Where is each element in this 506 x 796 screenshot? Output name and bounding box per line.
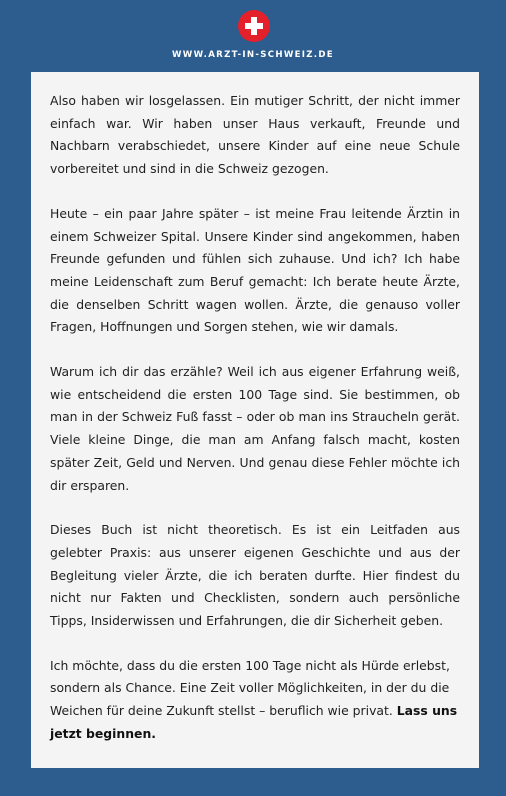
site-url: WWW.ARZT-IN-SCHWEIZ.DE — [172, 50, 334, 60]
final-paragraph-text: Ich möchte, dass du die ersten 100 Tage nicht als Hürde erlebst, sondern als Chance. Eine Zeit voller Möglichkeiten, in der du die Weichen für deine Zukunft stellst – beruflich wie privat. — [50, 657, 450, 719]
paragraph: Warum ich dir das erzähle? Weil ich aus eigener Erfahrung weiß, wie entscheidend die ersten 100 Tage sind. Sie bestimmen, ob man in der Schweiz Fuß fasst – oder ob man ins Straucheln gerät. Viele kleine Dinge, die man am Anfang falsch macht, kosten später Zeit, Geld und Nerven. Und genau diese Fehler möchte ich dir ersparen. — [50, 364, 460, 493]
final-paragraph — [50, 655, 460, 746]
swiss-cross-icon — [238, 10, 270, 42]
paragraph: Heute – ein paar Jahre später – ist meine Frau leitende Ärztin in einem Schweizer Spital. Unsere Kinder sind angekommen, haben Freunde gefunden und fühlen sich zuhause. Und ich? Ich habe meine Leidenschaft zum Beruf gemacht: Ich berate heute Ärzte, die denselben Schritt wagen wollen. Ärzte, die genauso voller Fragen, Hoffnungen und Sorgen stehen, wie wir damals. — [50, 205, 460, 335]
content-card — [31, 72, 479, 768]
paragraph: Dieses Buch ist nicht theoretisch. Es ist ein Leitfaden aus gelebter Praxis: aus unserer eigenen Geschichte und aus der Begleitung vieler Ärzte, die ich beraten durfte. Hier findest du nicht nur Fakten und Checklisten, sondern auch persönliche Tipps, Insiderwissen und Erfahrungen, die dir Sicherheit geben. — [50, 522, 460, 629]
closing-statement: Lass uns jetzt beginnen. — [50, 703, 458, 741]
paragraph: Also haben wir losgelassen. Ein mutiger Schritt, der nicht immer einfach war. Wir haben unser Haus verkauft, Freunde und Nachbarn verabschiedet, unsere Kinder auf eine neue Schule vorbereitet und sind in die Schweiz gezogen. — [50, 93, 460, 177]
